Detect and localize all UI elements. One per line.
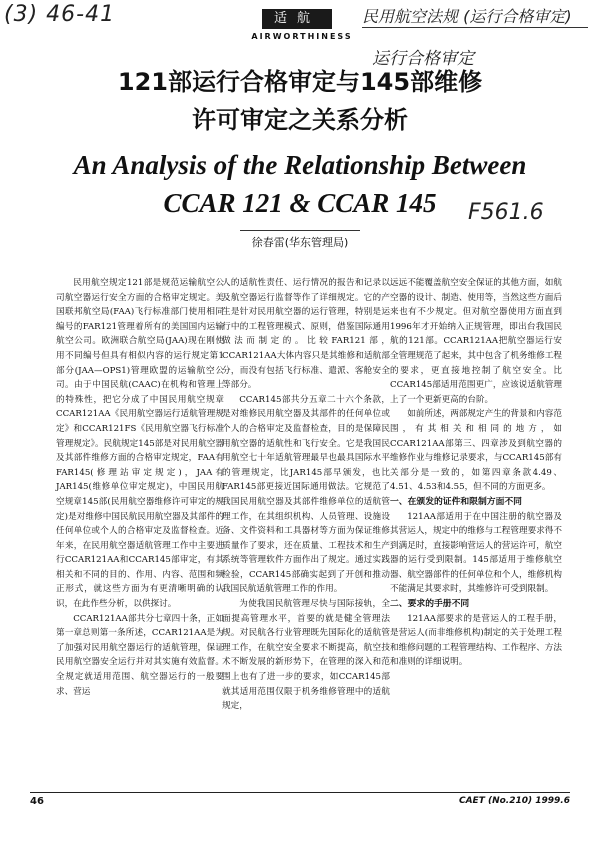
title-chinese-line2: 许可审定之关系分析 <box>192 106 408 134</box>
paragraph: CCAR145部共分五章二十六个条款，是对维修民用航空器及其部件的任何单位或个人的合格审定及监督检查，目的是保障民用航空器的适航性和飞行安全。它是我国民用航空七十年适航管理最早也最具国际水平的管理规定，比JAR145部早颁发，也比FAR145部更接近国际通用做法。它规范了我国民用航空器及其部件维修单位的适航管理工作，在其组织机构、人员管理、设施设备、文件资料和工具器材等方面为保证维修质量作了要求，还在质量、工程技术和生产系统等管理软件方面作出了规定。通过实践检验，CCAR145部确实起到了开创和推动我国民航适航管理工作的作用。 <box>222 394 390 595</box>
paragraph: CCAR121AA部共分七章四十条，正如第一章总则第一条所述，CCAR121AA是为了加强对民用航空器运行的适航管理，保证民用航空器安全运行并对其实施有效监督。全规定就适用范围、航空器运行的一般要求、营运 <box>56 613 224 697</box>
title-chinese-line1: 121部运行合格审定与145部维修 <box>117 68 483 96</box>
section-heading: 一、在颁发的证件和限制方面不同 <box>390 496 522 507</box>
journal-reference: CAET (No.210) 1999.6 <box>458 796 570 806</box>
title-english-line2: CCAR 121 & CCAR 145 <box>163 188 437 218</box>
paragraph: 121AA部要求的是营运人的工程手册，是营运人(而非维修机构)制定的关于处理工程和维修问题的工程管理结构、工作程序、方法和准则的详细说明。 <box>390 613 562 668</box>
author-byline: 徐春雷(华东管理局) <box>251 236 349 249</box>
paragraph: 民用航空规定121部是规范运输航空公司航空器运行安全方面的合格审定规定。美国联邦航空局(FAA)飞行标准部门使用相同编号的FAR121管理着所有的美国国内运输航空公司。欧洲联合航空局(JAA)现在刚使用不同编号但具有相似内容的运行规定第1部分(JAA—OPS1)管理欧盟的运输航空公司。由于中国民航(CAAC)在机构和管理上的特殊性，把它分成了中国民用航空规章CCAR121AA《民用航空器运行适航管理规定》和CCAR121FS《民用航空器飞行标准管理规定》。民航规定145部是对民用航空器及其部件维修方面的合格审定规定，FAA有FAR145(修理站审定规定)，JAA有JAR145(维修单位审定规定)，中国民用航空规章145部(民用航空器维修许可审定的规定)是对维修中国民航民用航空器及其部件的任何单位或个人的合格审定及监督检查。近年来，在民用航空器适航管理工作中主要进行CCAR121AA和CCAR145部审定，有其相关和不同的目的、作用、内容、范围和频正形式，就这些方面为有更清晰明确的认识，在此作些分析，以供探讨。 <box>56 278 224 610</box>
handwritten-annotation-top-left: (3) 46-41 <box>4 2 116 27</box>
section-subtitle: AIRWORTHINESS <box>251 32 353 41</box>
article-column-3 <box>390 276 562 670</box>
byline-rule <box>240 230 360 231</box>
paragraph: 人的适航性责任、运行情况的报告和记录以及航空器运行监督等作了详细规定。它的产生是针对民用航空器的运行管理，特别是运行中的工程管理模式、原则，借鉴国际通用做法而制定的。比较FAR121部，CCAR121AA大体内容只是其维修和适航部分，而没有包括飞行标准、遣派、客舱安全等部分。 <box>222 278 390 391</box>
handwritten-annotation-right-margin: F561.6 <box>468 200 544 225</box>
article-column-2 <box>222 276 390 714</box>
title-english-line1: An Analysis of the Relationship Between <box>73 150 527 180</box>
section-tab: 适航 <box>262 9 332 29</box>
paragraph: 远远不能覆盖航空安全保证的其他方面，如航空器的设计、制造、使用等，当然这些方面后来也有不少规定。但对航空器使用方面直到1996年才开始纳入正规管理，即出台我国民航的121部。CCAR121AA把航空器运行安全管理规范了起来，其中包含了机务维修工程的要求，更直接地控制了航空安全。比CCAR145部适用范围更广，应该说适航管理上了一个更新更高的台阶。 <box>390 278 562 405</box>
handwritten-annotation-top-right: 民用航空法规 (运行合格审定) <box>362 7 572 26</box>
handwritten-underline <box>362 27 588 28</box>
paragraph: 为使我国民航管理尽快与国际接轨，全面提高管理水平，首要的就是健全管理法规。对民航各行业管理既先国际化的适航管理工作，在航空安全要求不断提高，航空技术不断发展的新形势下，在管理的深入和范围上也有了进一步的要求，如CCAR145部就其适用范围仅限于机务维修管理中的适航规定， <box>222 599 390 712</box>
paragraph: 121AA部适用于在中国注册的航空器及其营运人，规定中的维修与工程管理要求得不到满足时，直接影响营运人的营运许可，航空器的运行受到限制。145部适用于维修航空器、航空器部件的任何单位和个人，维修机构不能满足其要求时，其维修许可受到限制。 <box>390 511 562 595</box>
section-heading: 二、要求的手册不同 <box>390 599 470 610</box>
paragraph: 如前所述，两部规定产生的背景和内容范围，有其相关和相同的地方，如CCAR121AA部第三、四章涉及到航空器的维修作业与维修记录要求，与CCAR145部有关部分是一致的，如第四章条款4.49、4.51、4.53和4.55，但不同的方面更多。 <box>390 409 562 493</box>
handwritten-annotation-under-header: 运行合格审定 <box>372 49 474 69</box>
footer-rule <box>30 792 570 793</box>
page-number: 46 <box>30 796 44 807</box>
article-column-1 <box>56 276 224 699</box>
